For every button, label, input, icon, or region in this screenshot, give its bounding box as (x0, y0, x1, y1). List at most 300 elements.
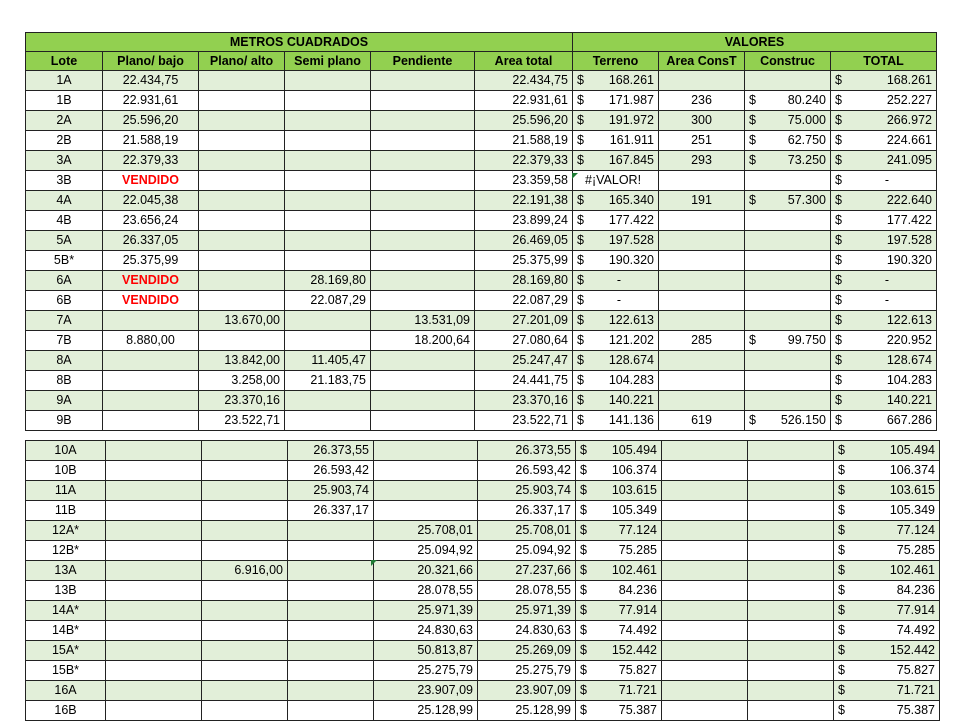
cell-lote[interactable]: 9A (26, 391, 103, 411)
cell-semi-plano[interactable] (285, 171, 371, 191)
cell-total[interactable] (834, 441, 940, 461)
cell-pendiente[interactable] (371, 211, 475, 231)
cell-construc[interactable] (748, 661, 834, 681)
cell-plano-bajo[interactable] (106, 521, 202, 541)
col-header-area-total[interactable]: Area total (475, 52, 573, 71)
cell-lote[interactable]: 11B (26, 501, 106, 521)
cell-plano-alto[interactable] (202, 581, 288, 601)
cell-total[interactable] (834, 661, 940, 681)
cell-total[interactable] (834, 681, 940, 701)
col-header-total[interactable]: TOTAL (831, 52, 937, 71)
cell-semi-plano[interactable]: 26.373,55 (288, 441, 374, 461)
cell-plano-alto[interactable] (199, 251, 285, 271)
cell-pendiente[interactable] (371, 191, 475, 211)
cell-terreno[interactable] (573, 91, 659, 111)
cell-lote[interactable]: 1A (26, 71, 103, 91)
col-header-area-const[interactable]: Area ConsT (659, 52, 745, 71)
cell-plano-alto[interactable] (202, 601, 288, 621)
cell-plano-alto[interactable] (199, 271, 285, 291)
cell-lote[interactable]: 6B (26, 291, 103, 311)
col-header-plano-alto[interactable]: Plano/ alto (199, 52, 285, 71)
cell-terreno[interactable] (576, 561, 662, 581)
cell-area-const[interactable] (662, 701, 748, 721)
cell-construc[interactable] (745, 251, 831, 271)
cell-total[interactable] (831, 211, 937, 231)
cell-area-total[interactable]: 25.708,01 (478, 521, 576, 541)
cell-plano-alto[interactable] (199, 211, 285, 231)
cell-plano-bajo[interactable]: 21.588,19 (103, 131, 199, 151)
cell-construc[interactable] (748, 561, 834, 581)
cell-construc[interactable] (748, 521, 834, 541)
cell-construc[interactable] (745, 331, 831, 351)
cell-area-total[interactable]: 27.080,64 (475, 331, 573, 351)
cell-pendiente[interactable] (371, 291, 475, 311)
cell-area-const[interactable] (662, 521, 748, 541)
cell-lote[interactable]: 7A (26, 311, 103, 331)
cell-plano-bajo[interactable] (103, 391, 199, 411)
cell-semi-plano[interactable]: 25.903,74 (288, 481, 374, 501)
cell-construc[interactable] (745, 91, 831, 111)
cell-area-const[interactable] (662, 621, 748, 641)
cell-plano-bajo[interactable] (106, 601, 202, 621)
cell-plano-bajo[interactable]: 25.375,99 (103, 251, 199, 271)
cell-semi-plano[interactable]: 11.405,47 (285, 351, 371, 371)
cell-lote[interactable]: 5A (26, 231, 103, 251)
cell-pendiente[interactable]: 25.275,79 (374, 661, 478, 681)
cell-plano-alto[interactable]: 6.916,00 (202, 561, 288, 581)
cell-total[interactable] (834, 501, 940, 521)
cell-terreno[interactable] (573, 191, 659, 211)
cell-area-const[interactable] (662, 661, 748, 681)
cell-total[interactable] (834, 521, 940, 541)
cell-plano-bajo[interactable]: 26.337,05 (103, 231, 199, 251)
cell-semi-plano[interactable] (285, 251, 371, 271)
cell-plano-bajo[interactable] (106, 561, 202, 581)
cell-plano-alto[interactable]: 23.522,71 (199, 411, 285, 431)
cell-semi-plano[interactable] (285, 91, 371, 111)
cell-lote[interactable]: 12A* (26, 521, 106, 541)
cell-plano-bajo[interactable] (103, 351, 199, 371)
cell-total[interactable] (834, 581, 940, 601)
cell-semi-plano[interactable] (285, 411, 371, 431)
cell-area-const[interactable] (662, 641, 748, 661)
cell-plano-alto[interactable] (199, 71, 285, 91)
cell-pendiente[interactable] (371, 71, 475, 91)
cell-terreno[interactable] (576, 641, 662, 661)
cell-plano-alto[interactable] (202, 641, 288, 661)
cell-area-const[interactable] (659, 271, 745, 291)
cell-terreno[interactable] (573, 391, 659, 411)
cell-plano-bajo[interactable] (106, 701, 202, 721)
cell-terreno[interactable] (576, 481, 662, 501)
cell-pendiente[interactable] (374, 501, 478, 521)
cell-area-total[interactable]: 22.379,33 (475, 151, 573, 171)
cell-area-total[interactable]: 27.201,09 (475, 311, 573, 331)
cell-pendiente[interactable] (374, 441, 478, 461)
cell-total[interactable] (831, 71, 937, 91)
cell-plano-bajo[interactable]: 8.880,00 (103, 331, 199, 351)
cell-area-const[interactable] (659, 351, 745, 371)
cell-area-const[interactable] (659, 231, 745, 251)
cell-area-const[interactable] (662, 681, 748, 701)
cell-semi-plano[interactable] (285, 231, 371, 251)
cell-terreno[interactable] (573, 211, 659, 231)
cell-terreno[interactable] (576, 441, 662, 461)
cell-semi-plano[interactable]: 26.337,17 (288, 501, 374, 521)
cell-semi-plano[interactable] (288, 521, 374, 541)
cell-plano-bajo[interactable] (106, 461, 202, 481)
cell-area-total[interactable]: 26.469,05 (475, 231, 573, 251)
cell-pendiente[interactable]: 28.078,55 (374, 581, 478, 601)
cell-plano-bajo[interactable]: 22.045,38 (103, 191, 199, 211)
cell-plano-bajo[interactable] (106, 661, 202, 681)
cell-terreno[interactable] (573, 71, 659, 91)
cell-semi-plano[interactable] (288, 701, 374, 721)
cell-area-const[interactable] (662, 481, 748, 501)
cell-construc[interactable] (745, 211, 831, 231)
cell-semi-plano[interactable]: 26.593,42 (288, 461, 374, 481)
cell-construc[interactable] (748, 701, 834, 721)
col-header-terreno[interactable]: Terreno (573, 52, 659, 71)
cell-area-total[interactable]: 23.522,71 (475, 411, 573, 431)
cell-terreno[interactable] (573, 291, 659, 311)
cell-pendiente[interactable] (371, 131, 475, 151)
cell-semi-plano[interactable] (288, 561, 374, 581)
cell-plano-bajo[interactable] (106, 541, 202, 561)
cell-area-total[interactable]: 23.359,58 (475, 171, 573, 191)
cell-total[interactable] (831, 371, 937, 391)
cell-semi-plano[interactable] (288, 661, 374, 681)
cell-plano-bajo[interactable]: 25.596,20 (103, 111, 199, 131)
cell-area-const[interactable] (662, 441, 748, 461)
cell-semi-plano[interactable] (285, 131, 371, 151)
cell-pendiente[interactable] (371, 271, 475, 291)
cell-area-const[interactable] (659, 291, 745, 311)
cell-area-const[interactable]: 251 (659, 131, 745, 151)
cell-pendiente[interactable] (371, 371, 475, 391)
cell-total[interactable] (831, 91, 937, 111)
cell-terreno[interactable] (573, 271, 659, 291)
cell-plano-bajo[interactable] (106, 481, 202, 501)
cell-pendiente[interactable] (371, 171, 475, 191)
col-header-plano-bajo[interactable]: Plano/ bajo (103, 52, 199, 71)
cell-construc[interactable] (745, 411, 831, 431)
cell-total[interactable] (831, 331, 937, 351)
cell-total[interactable] (831, 251, 937, 271)
cell-terreno[interactable] (573, 411, 659, 431)
cell-area-total[interactable]: 28.169,80 (475, 271, 573, 291)
cell-terreno[interactable] (573, 151, 659, 171)
cell-plano-bajo[interactable]: 22.379,33 (103, 151, 199, 171)
cell-pendiente[interactable] (371, 91, 475, 111)
cell-total[interactable] (834, 641, 940, 661)
cell-plano-bajo[interactable] (103, 411, 199, 431)
cell-lote[interactable]: 15A* (26, 641, 106, 661)
cell-pendiente[interactable]: 23.907,09 (374, 681, 478, 701)
cell-lote[interactable]: 16A (26, 681, 106, 701)
cell-terreno[interactable] (576, 581, 662, 601)
cell-lote[interactable]: 3B (26, 171, 103, 191)
cell-plano-alto[interactable] (199, 171, 285, 191)
col-header-construc[interactable]: Construc (745, 52, 831, 71)
cell-construc[interactable] (745, 371, 831, 391)
cell-terreno[interactable] (573, 231, 659, 251)
cell-plano-bajo[interactable] (106, 501, 202, 521)
cell-construc[interactable] (745, 291, 831, 311)
cell-plano-alto[interactable] (199, 91, 285, 111)
cell-area-total[interactable]: 25.275,79 (478, 661, 576, 681)
cell-total[interactable] (831, 411, 937, 431)
cell-area-const[interactable] (659, 251, 745, 271)
cell-pendiente[interactable] (371, 231, 475, 251)
cell-construc[interactable] (748, 461, 834, 481)
cell-plano-alto[interactable] (199, 331, 285, 351)
cell-terreno[interactable] (576, 501, 662, 521)
cell-area-total[interactable]: 25.375,99 (475, 251, 573, 271)
cell-total[interactable] (831, 171, 937, 191)
cell-area-total[interactable]: 22.087,29 (475, 291, 573, 311)
cell-plano-alto[interactable] (199, 191, 285, 211)
cell-construc[interactable] (748, 541, 834, 561)
cell-construc[interactable] (745, 71, 831, 91)
cell-plano-alto[interactable] (202, 461, 288, 481)
cell-plano-bajo[interactable]: 23.656,24 (103, 211, 199, 231)
cell-pendiente[interactable]: 25.094,92 (374, 541, 478, 561)
cell-plano-alto[interactable] (202, 681, 288, 701)
cell-plano-alto[interactable] (202, 541, 288, 561)
cell-pendiente[interactable] (371, 151, 475, 171)
cell-lote[interactable]: 10B (26, 461, 106, 481)
cell-pendiente[interactable]: 50.813,87 (374, 641, 478, 661)
cell-semi-plano[interactable] (285, 391, 371, 411)
cell-plano-bajo[interactable] (106, 681, 202, 701)
cell-area-total[interactable]: 25.903,74 (478, 481, 576, 501)
cell-semi-plano[interactable] (285, 331, 371, 351)
cell-area-total[interactable]: 22.434,75 (475, 71, 573, 91)
cell-total[interactable] (831, 111, 937, 131)
cell-pendiente[interactable] (371, 351, 475, 371)
cell-plano-alto[interactable]: 3.258,00 (199, 371, 285, 391)
cell-lote[interactable]: 4A (26, 191, 103, 211)
cell-pendiente[interactable]: 20.321,66 (374, 561, 478, 581)
cell-area-total[interactable]: 26.593,42 (478, 461, 576, 481)
cell-area-total[interactable]: 22.931,61 (475, 91, 573, 111)
col-header-pendiente[interactable]: Pendiente (371, 52, 475, 71)
cell-terreno[interactable] (576, 521, 662, 541)
cell-pendiente[interactable]: 24.830,63 (374, 621, 478, 641)
cell-area-const[interactable] (662, 501, 748, 521)
cell-construc[interactable] (748, 641, 834, 661)
cell-area-const[interactable] (662, 581, 748, 601)
cell-lote[interactable]: 13B (26, 581, 106, 601)
cell-area-total[interactable]: 25.971,39 (478, 601, 576, 621)
cell-plano-alto[interactable] (202, 481, 288, 501)
cell-area-total[interactable]: 24.830,63 (478, 621, 576, 641)
cell-pendiente[interactable]: 25.708,01 (374, 521, 478, 541)
cell-construc[interactable] (748, 441, 834, 461)
cell-area-const[interactable]: 285 (659, 331, 745, 351)
cell-pendiente[interactable] (371, 391, 475, 411)
cell-total[interactable] (831, 191, 937, 211)
cell-plano-alto[interactable]: 13.842,00 (199, 351, 285, 371)
cell-construc[interactable] (745, 171, 831, 191)
cell-area-total[interactable]: 26.337,17 (478, 501, 576, 521)
group-header-valores[interactable]: VALORES (573, 33, 937, 52)
cell-construc[interactable] (748, 481, 834, 501)
cell-plano-alto[interactable] (199, 111, 285, 131)
cell-area-total[interactable]: 21.588,19 (475, 131, 573, 151)
cell-semi-plano[interactable]: 28.169,80 (285, 271, 371, 291)
cell-terreno[interactable] (573, 251, 659, 271)
cell-plano-bajo[interactable]: 22.434,75 (103, 71, 199, 91)
cell-semi-plano[interactable]: 22.087,29 (285, 291, 371, 311)
cell-lote[interactable]: 8B (26, 371, 103, 391)
cell-plano-alto[interactable] (202, 501, 288, 521)
cell-terreno[interactable] (573, 351, 659, 371)
cell-lote[interactable]: 12B* (26, 541, 106, 561)
cell-area-total[interactable]: 25.247,47 (475, 351, 573, 371)
cell-area-total[interactable]: 28.078,55 (478, 581, 576, 601)
cell-construc[interactable] (745, 131, 831, 151)
cell-lote[interactable]: 9B (26, 411, 103, 431)
cell-plano-alto[interactable]: 23.370,16 (199, 391, 285, 411)
cell-area-const[interactable] (659, 71, 745, 91)
cell-semi-plano[interactable] (285, 111, 371, 131)
cell-semi-plano[interactable] (288, 621, 374, 641)
cell-area-total[interactable]: 22.191,38 (475, 191, 573, 211)
cell-semi-plano[interactable]: 21.183,75 (285, 371, 371, 391)
cell-semi-plano[interactable] (288, 641, 374, 661)
cell-lote[interactable]: 8A (26, 351, 103, 371)
cell-area-const[interactable] (662, 541, 748, 561)
cell-construc[interactable] (748, 621, 834, 641)
cell-total[interactable] (831, 351, 937, 371)
cell-plano-alto[interactable] (202, 621, 288, 641)
cell-semi-plano[interactable] (285, 191, 371, 211)
cell-semi-plano[interactable] (285, 71, 371, 91)
cell-total[interactable] (834, 481, 940, 501)
cell-terreno[interactable] (576, 701, 662, 721)
cell-area-const[interactable] (662, 461, 748, 481)
cell-area-total[interactable]: 25.094,92 (478, 541, 576, 561)
cell-area-const[interactable] (659, 391, 745, 411)
cell-plano-bajo[interactable] (103, 371, 199, 391)
cell-lote[interactable]: 6A (26, 271, 103, 291)
cell-plano-alto[interactable] (199, 291, 285, 311)
cell-plano-alto[interactable] (202, 661, 288, 681)
cell-plano-alto[interactable] (199, 131, 285, 151)
cell-terreno[interactable] (573, 131, 659, 151)
cell-construc[interactable] (745, 111, 831, 131)
col-header-lote[interactable]: Lote (26, 52, 103, 71)
cell-terreno[interactable] (573, 371, 659, 391)
cell-terreno[interactable] (573, 331, 659, 351)
cell-total[interactable] (831, 311, 937, 331)
cell-construc[interactable] (748, 581, 834, 601)
cell-area-total[interactable]: 26.373,55 (478, 441, 576, 461)
cell-terreno[interactable] (573, 111, 659, 131)
cell-pendiente[interactable] (371, 111, 475, 131)
cell-area-total[interactable]: 23.907,09 (478, 681, 576, 701)
cell-plano-alto[interactable] (202, 521, 288, 541)
cell-construc[interactable] (745, 271, 831, 291)
cell-area-total[interactable]: 25.128,99 (478, 701, 576, 721)
cell-total[interactable] (831, 231, 937, 251)
cell-area-total[interactable]: 25.596,20 (475, 111, 573, 131)
cell-lote[interactable]: 2A (26, 111, 103, 131)
cell-pendiente[interactable] (374, 481, 478, 501)
cell-semi-plano[interactable] (288, 581, 374, 601)
cell-area-const[interactable] (659, 211, 745, 231)
cell-pendiente[interactable] (371, 411, 475, 431)
cell-lote[interactable]: 14A* (26, 601, 106, 621)
cell-construc[interactable] (745, 151, 831, 171)
cell-plano-bajo[interactable]: 22.931,61 (103, 91, 199, 111)
cell-terreno[interactable] (576, 681, 662, 701)
col-header-semi-plano[interactable]: Semi plano (285, 52, 371, 71)
cell-area-const[interactable] (659, 311, 745, 331)
cell-plano-bajo[interactable] (103, 311, 199, 331)
cell-lote[interactable]: 1B (26, 91, 103, 111)
cell-plano-alto[interactable] (202, 441, 288, 461)
cell-pendiente[interactable]: 25.971,39 (374, 601, 478, 621)
cell-total[interactable] (831, 391, 937, 411)
cell-total[interactable] (834, 701, 940, 721)
cell-plano-bajo[interactable] (106, 581, 202, 601)
cell-area-const[interactable] (662, 561, 748, 581)
cell-area-total[interactable]: 25.269,09 (478, 641, 576, 661)
cell-lote[interactable]: 3A (26, 151, 103, 171)
cell-pendiente[interactable] (371, 251, 475, 271)
cell-plano-bajo[interactable]: VENDIDO (103, 171, 199, 191)
cell-plano-bajo[interactable]: VENDIDO (103, 271, 199, 291)
cell-total[interactable] (834, 621, 940, 641)
cell-plano-bajo[interactable] (106, 441, 202, 461)
cell-area-const[interactable] (662, 601, 748, 621)
cell-construc[interactable] (748, 681, 834, 701)
cell-area-const[interactable]: 236 (659, 91, 745, 111)
cell-lote[interactable]: 14B* (26, 621, 106, 641)
cell-semi-plano[interactable] (285, 211, 371, 231)
cell-lote[interactable]: 2B (26, 131, 103, 151)
cell-plano-bajo[interactable] (106, 641, 202, 661)
cell-construc[interactable] (745, 351, 831, 371)
cell-plano-bajo[interactable]: VENDIDO (103, 291, 199, 311)
cell-total[interactable] (831, 271, 937, 291)
cell-semi-plano[interactable] (285, 151, 371, 171)
cell-semi-plano[interactable] (288, 541, 374, 561)
cell-construc[interactable] (745, 391, 831, 411)
cell-total[interactable] (834, 561, 940, 581)
cell-total[interactable] (834, 601, 940, 621)
cell-area-total[interactable]: 27.237,66 (478, 561, 576, 581)
cell-plano-alto[interactable]: 13.670,00 (199, 311, 285, 331)
cell-area-const[interactable]: 300 (659, 111, 745, 131)
cell-semi-plano[interactable] (288, 601, 374, 621)
cell-plano-alto[interactable] (199, 151, 285, 171)
cell-construc[interactable] (745, 231, 831, 251)
cell-total[interactable] (831, 291, 937, 311)
cell-lote[interactable]: 13A (26, 561, 106, 581)
cell-construc[interactable] (748, 501, 834, 521)
cell-lote[interactable]: 15B* (26, 661, 106, 681)
cell-construc[interactable] (748, 601, 834, 621)
cell-terreno[interactable] (573, 311, 659, 331)
cell-pendiente[interactable]: 18.200,64 (371, 331, 475, 351)
cell-lote[interactable]: 10A (26, 441, 106, 461)
cell-terreno[interactable] (576, 461, 662, 481)
cell-semi-plano[interactable] (285, 311, 371, 331)
